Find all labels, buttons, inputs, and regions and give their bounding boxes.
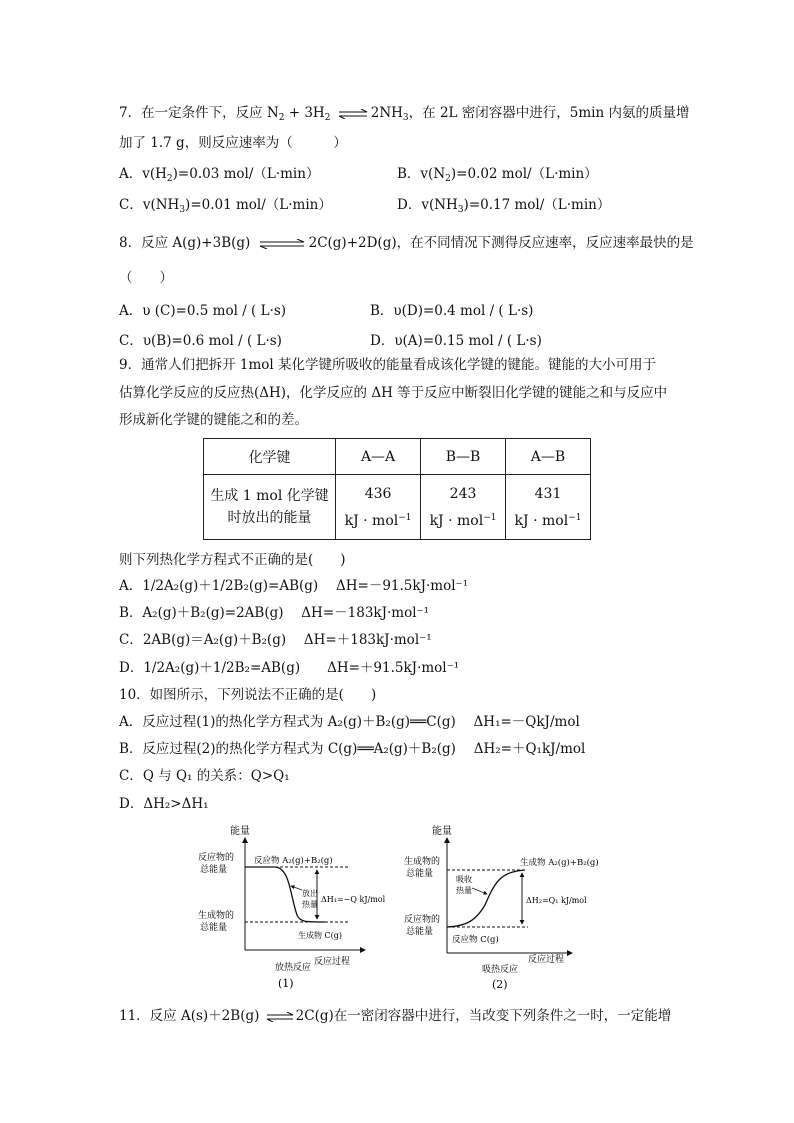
q10-line1: 10．如图所示，下列说法不正确的是( ) xyxy=(119,687,377,703)
svg-text:总能量: 总能量 xyxy=(200,923,228,933)
svg-text:生成物 C(g): 生成物 C(g) xyxy=(298,931,343,940)
svg-text:生成物的: 生成物的 xyxy=(198,911,235,921)
equilibrium-arrow-icon xyxy=(266,1012,294,1022)
x-axis-label: 反应过程 xyxy=(528,955,565,965)
q9-option-a[interactable]: A．1/2A₂(g)＋1/2B₂(g)=AB(g) ΔH=－91.5kJ·mol⁻¹ xyxy=(119,578,469,594)
energy-diagram-exothermic xyxy=(190,820,390,995)
svg-text:吸收: 吸收 xyxy=(456,875,472,884)
table-cell: 436 kJ · mol$^{-1}$ xyxy=(336,475,421,540)
q9-line3: 形成新化学键的键能之和的差。 xyxy=(119,412,308,428)
q9-option-d[interactable]: D．1/2A₂(g)＋1/2B₂=AB(g) ΔH=＋91.5kJ·mol⁻¹ xyxy=(119,660,460,676)
bond-energy-table xyxy=(203,438,591,540)
svg-text:吸热反应: 吸热反应 xyxy=(482,965,519,975)
q8-option-c[interactable]: C．υ(B)=0.6 mol / ( L·s) xyxy=(119,333,282,349)
q9-option-b[interactable]: B．A₂(g)＋B₂(g)=2AB(g) ΔH=－183kJ·mol⁻¹ xyxy=(119,605,430,621)
q10-option-b[interactable]: B．反应过程(2)的热化学方程式为 C(g)══A₂(g)＋B₂(g) ΔH₂=＋Q₁kJ/mol xyxy=(119,741,586,757)
q7-line2: 加了 1.7 g，则反应速率为（ ） xyxy=(119,135,347,151)
table-header-cell: 化学键 xyxy=(204,439,336,475)
q9-line2: 估算化学反应的反应热(ΔH)，化学反应的 ΔH 等于反应中断裂旧化学键的键能之和与反应中 xyxy=(119,385,668,401)
equilibrium-arrow-icon xyxy=(338,109,368,119)
svg-text:热量: 热量 xyxy=(456,886,472,895)
svg-text:ΔH₁=−Q kJ/mol: ΔH₁=−Q kJ/mol xyxy=(321,895,386,904)
q8-option-a[interactable]: A．υ (C)=0.5 mol / ( L·s) xyxy=(119,303,287,319)
table-cell: 431 kJ · mol$^{-1}$ xyxy=(506,475,591,540)
table-header-cell: A—B xyxy=(506,439,591,475)
svg-text:热量: 热量 xyxy=(302,900,318,909)
q8-line1: 8．反应 A(g)+3B(g) 2C(g)+2D(g)，在不同情况下测得反应速率，反应速率最快的是 xyxy=(119,235,694,251)
svg-text:生成物 A₂(g)+B₂(g): 生成物 A₂(g)+B₂(g) xyxy=(520,858,599,868)
equilibrium-arrow-icon xyxy=(259,239,305,249)
svg-text:反应物 A₂(g)+B₂(g): 反应物 A₂(g)+B₂(g) xyxy=(254,856,333,866)
table-cell: 243 kJ · mol$^{-1}$ xyxy=(421,475,506,540)
svg-text:反应物 C(g): 反应物 C(g) xyxy=(452,935,499,945)
y-axis-label: 能量 xyxy=(230,826,250,837)
q7-option-d[interactable]: D．$v(NH_3)=0.17$ mol/（L·min） xyxy=(397,197,611,215)
q8-option-b[interactable]: B．υ(D)=0.4 mol / ( L·s) xyxy=(370,303,534,319)
q8-option-d[interactable]: D．υ(A)=0.15 mol / ( L·s) xyxy=(370,333,542,349)
svg-text:总能量: 总能量 xyxy=(200,865,228,875)
q9-line1: 9．通常人们把拆开 1mol 某化学键所吸收的能量看成该化学键的键能。键能的大小可用于 xyxy=(119,357,657,373)
energy-diagram-endothermic xyxy=(400,820,600,995)
q11-line1: 11．反应 A(s)＋2B(g) 2C(g)在一密闭容器中进行，当改变下列条件之一时，一定能增 xyxy=(119,1008,672,1024)
y-axis-label: 能量 xyxy=(432,826,452,837)
q10-option-a[interactable]: A．反应过程(1)的热化学方程式为 A₂(g)＋B₂(g)══C(g) ΔH₁=－QkJ/mol xyxy=(119,714,580,730)
svg-text:(1): (1) xyxy=(278,977,294,990)
q9-option-c[interactable]: C．2AB(g)＝A₂(g)＋B₂(g) ΔH=＋183kJ·mol⁻¹ xyxy=(119,632,432,648)
table-header-cell: B—B xyxy=(421,439,506,475)
q7-line1: 7．在一定条件下，反应 $N_2 + 3H_2$ $2NH_3$，在 2L 密闭容器中进行，5min 内氨的质量增 xyxy=(119,105,690,123)
q8-line2: （ ） xyxy=(119,270,173,286)
svg-text:放热反应: 放热反应 xyxy=(275,963,312,973)
x-axis-label: 反应过程 xyxy=(314,957,351,967)
svg-text:(2): (2) xyxy=(492,978,508,991)
svg-text:总能量: 总能量 xyxy=(406,869,434,879)
svg-text:反应物的: 反应物的 xyxy=(198,853,235,863)
q7-option-c[interactable]: C．$v(NH_3)=0.01$ mol/（L·min） xyxy=(119,197,332,215)
table-row-label: 生成 1 mol 化学键 时放出的能量 xyxy=(204,475,336,540)
svg-text:总能量: 总能量 xyxy=(406,927,434,937)
q9-question: 则下列热化学方程式不正确的是( ) xyxy=(119,552,346,568)
svg-text:放出: 放出 xyxy=(302,889,318,898)
table-header-cell: A—A xyxy=(336,439,421,475)
svg-text:反应物的: 反应物的 xyxy=(404,915,441,925)
q7-option-b[interactable]: B．$v(N_2)=0.02$ mol/（L·min） xyxy=(397,166,598,184)
q10-option-c[interactable]: C．Q 与 Q₁ 的关系：Q>Q₁ xyxy=(119,768,290,784)
svg-text:生成物的: 生成物的 xyxy=(404,857,441,867)
q7-option-a[interactable]: A．$v(H_2)=0.03$ mol/（L·min） xyxy=(119,166,320,184)
q10-option-d[interactable]: D．ΔH₂>ΔH₁ xyxy=(119,796,209,812)
svg-text:ΔH₂=Q₁ kJ/mol: ΔH₂=Q₁ kJ/mol xyxy=(526,896,587,905)
